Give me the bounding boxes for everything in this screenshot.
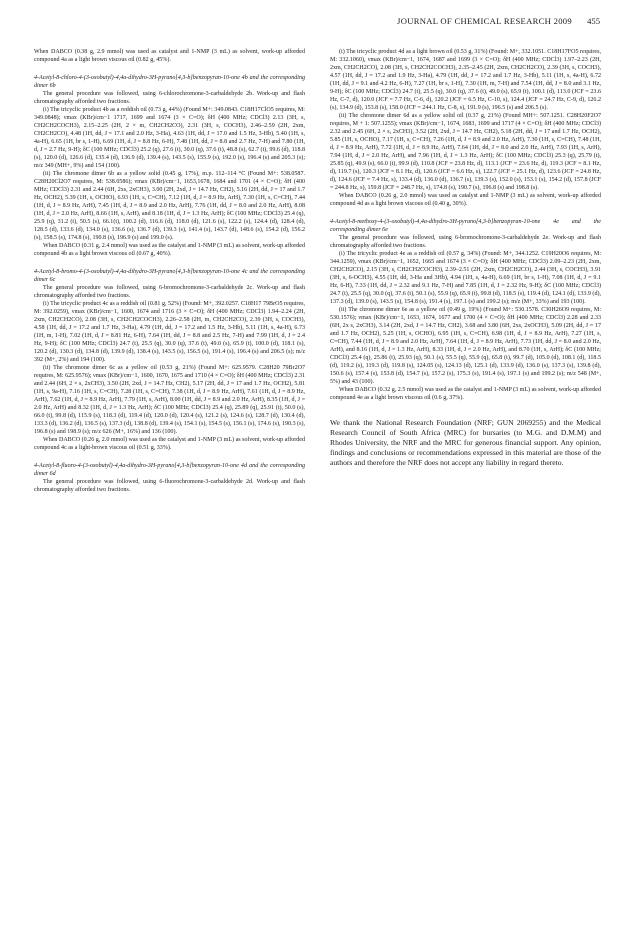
compound-heading: 4-Acetyl-8-methoxy-4-(3-oxobutyl)-4,4a-dihydro-3H-pyrano[4,3-b]benzopyran-10-one 4e and the corresponding dimer 6e [330, 219, 601, 233]
paragraph: (i) The tricyclic product 4c as a reddish oil (0.81 g, 52%) (Found: M+, 392.0257. C18H17 79BrO5 requires, M: 392.0259), νmax (KBr)/cm−1, 1600, 1674 and 1716 (3 × C=O); δH (400 MHz; CDCl3) 1.94–2.24 (2H, 2xm, CH2CH2CO), 2.08 (3H, s, CH2CH2COCH3), 2.26–2.58 (2H, m, CH2CH2CO), 2.39 (3H, s, COCH3), 4.58 (1H, dd, J = 17.2 and 1.7 Hz, 3-Ha), 4.79 (1H, dd, J = 17.2 and 1.5 Hz, 3-Hb), 5.11 (1H, s, 4a-H), 6.73 (1H, m, 1-H), 7.02 (1H, d, J = 8.81 Hz, 6-H), 7.64 (1H, dd, J = 8.8 and 2.5 Hz, 7-H) and 7.99 (1H, d, J = 2.4 Hz, 9-H); δC (100 MHz; CDCl3) 24.7 (t), 25.5 (q), 30.0 (q), 37.6 (t), 49.0 (s), 65.9 (t), 100.0 (d), 118.1 (s), 120.2 (d), 130.3 (d), 134.8 (d), 139.9 (d), 138.4 (s), 143.5 (s), 156.5 (s), 191.4 (s), 196.4 (s) and 206.5 (s); m/z 392 (M+, 2%) and 194 (100). [34, 301, 305, 363]
paragraph: When DABCO (0.26 g, 2.0 mmol) was used as the catalyst and 1-NMP (3 mL) as solvent, work-up afforded compound 4c as a light-brown viscous oil (0.51 g, 33%). [34, 437, 305, 451]
paragraph: The general procedure was followed, using 6-bromochromone-3-carbaldehyde 2c. Work-up and flash chromatography afforded two fractions. [34, 285, 305, 299]
compound-heading: 4-Acetyl-8-chloro-4-(3-oxobutyl)-4,4a-dihydro-3H-pyrano[4,3-b]benzopyran-10-one 4b and the corresponding dimer 6b [34, 75, 305, 89]
page-number: 455 [587, 16, 600, 26]
paragraph: When DABCO (0.32 g, 2.5 mmol) was used as the catalyst and 1-NMP (3 mL) as solvent, work-up afforded compound 4e as a light brown viscous oil (0.6 g, 37%). [330, 387, 601, 401]
paragraph: When DABCO (0.26 g, 2.0 mmol) was used as catalyst and 1-NMP (3 mL) as solvent, work-up afforded compound 4d as a light brown viscous oil (0.40 g, 30%). [330, 193, 601, 207]
paragraph: (i) The tricyclic product 4e as a reddish oil (0.57 g, 34%) (Found: M+, 344.1252. C19H20O6 requires, M: 344.1259), νmax (KBr)/cm−1, 1652, 1665 and 1674 (3 × C=O); δH (400 MHz; CDCl3) 2.09–2.23 (2H, 2xm, CH2CH2CO), 2.15 (3H, s, CH2CH2COCH3), 2.39–2.51 (2H, 2xm, CH2CH2CO), 2.44 (3H, s, COCH3), 3.91 (3H, s, 6-OCH3), 4.55 (1H, dd, 3-Ha and 3Hb), 4.94 (1H, s, 4a-H), 6.69 (1H, br s, 1-H), 7.08 (1H, d, J = 9.1 Hz, 6-H), 7.33 (1H, dd, J = 2.32 and 9.1 Hz, 7-H) and 7.85 (1H, d, J = 2.32 Hz, 9-H); δC (100 MHz; CDCl3) 24.7 (t), 25.5 (q), 30.0 (q), 37.6 (t), 50.1 (s), 55.9 (q), 65.9 (t), 99.8 (d), 118.5 (s), 119.4 (d), 124.1 (d), 133.9 (d), 137.3 (d), 139.0 (s), 143.5 (s), 154.8 (s), 191.4 (s), 197.1 (s) and 199.2 (s); m/z (M+, 33%) and 193 (100). [330, 251, 601, 305]
compound-heading: 4-Acetyl-8-fluoro-4-(3-oxobutyl)-4,4a-dihydro-3H-pyrano[4,3-b]benzopyran-10-one 4d and the corresponding dimer 6d [34, 463, 305, 477]
paragraph: The general procedure was followed, using 6-chlorochromone-3-carbaldehyde 2b. Work-up and flash chromatography afforded two fractions. [34, 91, 305, 105]
paragraph: The general procedure was followed, using 6-fluorochromone-3-carbaldehyde 2d. Work-up and flash chromatography afforded two fractions. [34, 479, 305, 493]
paragraph: (ii) The chromone dimer 6b as a yellow solid (0.45 g, 17%), m.p. 112–114 °C (Found M+: 538.0587. C28H20Cl2O7 requires, M: 538.0586); νmax (KBr)/cm−1, 1653,1678, 1684 and 1701 (4 × C=O); δH (400 MHz; CDCl3) 2.31 and 2.44 (6H, 2xs, 2xCH3), 3.00 (2H, 2xd, J = 14.7 Hz, CH2), 5.16 (2H, dd, J = 17 and 1.7 Hz, OCH2), 5.39 (1H, s, OCHO), 6.93 (1H, s, C=CH), 7.12 (1H, d, J = 8.9 Hz, ArH), 7.30 (1H, s, C=CH), 7.44 (1H, d, J = 8.9 Hz, ArH), 7.45 (1H, d, J = 8.9 and 2.0 Hz, ArH), 7.76 (1H, dd, J = 8.0 and 2.0 Hz, ArH), 8.08 (1H, d, J = 2.0 Hz, ArH), 8.66 (1H, s, ArH), and 8.18 (1H, d, J = 1.3 Hz, ArH); δC (100 MHz; CDCl3) 25.4 (q), 25.9 (q), 31.2 (t), 50.5 (s), 66.1(t), 100.2 (d), 116.6 (d), 118.0 (d), 121.6 (s), 122.2 (s), 124.4 (d), 128.4 (d), 128.5 (d), 133.6 (d), 134.0 (s), 136.6 (s), 136.7 (d), 139.3 (s), 141.4 (s), 143.7 (d), 148.6 (s), 154.2 (d), 156.2 (s), 158.5 (s), 174.8 (s), 190.8 (s), 196.9 (s) and 199.0 (s). [34, 171, 305, 241]
journal-title: JOURNAL OF CHEMICAL RESEARCH 2009 [397, 16, 572, 26]
paragraph: (ii) The chromone dimer 6d as a yellow solid oil (0.37 g, 21%) (Found MH+: 507.1251. C28H20F2O7 requires, M + 1: 507.1255); νmax (KBr)/cm−1, 1674, 1683, 1699 and 1717 (4 × C=O); δH (400 MHz; CDCl3) 2.32 and 2.45 (6H, 2 × s, 2xCH3), 3.52 (2H, 2xd, J = 14.7 Hz, CH2), 5.18 (2H, dd, J = 17 and 1.7 Hz, OCH2), 5.85 (1H, s, OCHO), 7.17 (1H, s, C=CH), 7.26 (1H, d, J = 8.9 and 2.0 Hz, ArH), 7.30 (1H, s, C=CH), 7.48 (1H, d, J = 8.9 Hz, ArH), 7.72 (1H, d, J = 8.9 Hz, ArH), 7.64 (1H, dd, J = 8.0 and 2.0 Hz, ArH), 7.93 (1H, s, ArH), 7.94 (1H, d, J = 2.0 Hz, ArH), and 7.96 (1H, d, J = 1.3 Hz, ArH); δC (100 MHz; CDCl3) 25.3 (q), 25.79 (t), 25.85 (q), 49.9 (s), 66.0 (t), 99.9 (d), 110.8 (JCF = 23.8 Hz, d), 113.1 (JCF = 23.6 Hz, d), 119.3 (JCF = 8.1 Hz, d), 119.7 (s), 120.3 (JCF = 8.1 Hz, d), 120.6 (JCF = 6.6 Hz, s), 122.7 (JCF = 25.1 Hz, d), 123.6 (JCF = 24.8 Hz, d), 124.6 (JCF = 7.4 Hz, s), 133.4 (d), 136.0 (d), 136.7 (s), 139.3 (s), 152.0 (s), 153.1 (s), 154.2 (d), 157.8 (JCF = 244.8 Hz, s), 159.8 (JCF = 248.7 Hz, s), 174.8 (s), 190.7 (s), 196.8 (s) and 198.8 (s). [330, 113, 601, 191]
paragraph: (i) The tricyclic product 4d as a light brown oil (0.53 g, 31%) (Found: M+, 332.1051. C18H17FO5 requires, M: 332.1060), νmax (KBr)/cm−1, 1674, 1687 and 1699 (3 × C=O); δH (400 MHz; CDCl3) 1.97–2.23 (2H, 2xm, CH2CH2CO), 2.08 (3H, s, CH2CH2COCH3), 2.35–2.45 (2H, 2xm, CH2CH2CO), 2.39 (3H, s, COCH3), 4.57 (1H, dd, J = 17.2 and 1.9 Hz, 3-Ha), 4.79 (1H, dd, J = 17.2 and 1.7 Hz, 3-Hb), 5.11 (1H, s, 4a-H), 6.72 (1H, dd, J = 9.1 and 4.2 Hz, 6-H), 7.27 (1H, br s, 1-H), 7.30 (1H, m, 7-H) and 7.54 (1H, dd, J = 8.0 and 3.1 Hz, 9-H); δC (100 MHz; CDCl3) 24.7 (t), 25.5 (q), 30.0 (q), 37.6 (t), 49.0 (s), 65.9 (t), 100.1 (d), 113.0 (JCF = 23.6 Hz, C-7, d), 120.0 (JCF = 7.7 Hz, C-6, d), 120.2 (JCF = 6.5 Hz, C-10, s), 124.4 (JCF = 24.7 Hz, C-9, d), 126.2 (s), 134.9 (d), 153.8 (s), 158.0 (JCF = 244.1 Hz, C-8, s), 191.9 (s), 196.5 (s) and 206.5 (s). [330, 49, 601, 111]
page-header [34, 16, 600, 32]
compound-heading: 4-Acetyl-8-bromo-4-(3-oxobutyl)-4,4a-dihydro-3H-pyrano[4,3-b]benzopyran-10-one 4c and the corresponding dimer 6c [34, 269, 305, 283]
paragraph: When DABCO (0.38 g, 2.9 mmol) was used as catalyst and 1-NMP (3 mL) as solvent, work-up afforded compound 4a as a light brown viscous oil (0.82 g, 45%). [34, 49, 305, 63]
paragraph: The general procedure was followed, using 6-bromochromone-3-carbaldehyde 2e. Work-up and flash chromatography afforded two fractions. [330, 235, 601, 249]
acknowledgement: We thank the National Research Foundation (NRF; GUN 2069255) and the Medical Research Council of South Africa (MRC) for bursaries (to M.G. and D.M.M) and Rhodes University, the NRF and the MRC for generous financial support. Any opinion, findings and conclusions or recommendations expressed in this material are those of the authors and therefore the NRF does not accept any liability in regard thereto. [330, 418, 601, 467]
paragraph: (i) The tricyclic product 4b as a reddish oil (0.73 g, 44%) (Found M+: 349.0843. C18H17ClO5 requires, M: 349.0848); νmax (KBr)/cm−1 1717, 1699 and 1674 (3 × C=O); δH (400 MHz; CDCl3) 2.13 (3H, s, CH2CH2COCH3), 2.15–2.25 (2H, 2 × m, CH2CH2CO), 2.31 (3H, s, COCH3), 2.46–2.59 (2H, 2xm, CH2CH2CO), 4.48 (1H, dd, J = 17.1 and 2.0 Hz, 3-Ha), 4.63 (1H, dd, J = 17.0 and 1.5 Hz, 3-Hb), 5.40 (1H, s, 4a-H), 6.65 (1H, br s, 1-H), 6.69 (1H, d, J = 8.8 Hz, 6-H), 7.48 (1H, dd, J = 8.8 and 2.7 Hz, 7-H) and 7.80 (1H, d, J = 2.7 Hz, 9-H); δC (100 MHz; CDCl3) 25.2 (q), 27.6 (t), 30.0 (q), 37.6 (t), 48.8 (s), 62.7 (t), 99.6 (d), 118.8 (s), 120.0 (d), 126.6 (d), 135.4 (d), 136.9 (d), 139.4 (s), 143.5 (s), 155.9 (s), 192.0 (s), 196.4 (s) and 205.3 (s); m/z 349 (MH+, 9%) and 154 (100). [34, 107, 305, 169]
right-column [330, 48, 601, 468]
paragraph: (ii) The chromone dimer 6e as a yellow oil (0.49 g, 19%) (Found M+: 530.1578. C30H26O9 requires, M: 530.1576); νmax (KBr)/cm−1, 1653, 1674, 1677 and 1700 (4 × C=O); δH (400 MHz; CDCl3) 2.28 and 2.33 (6H, 2x s, 2xCH3), 3.14 (2H, 2xd, J = 14.7 Hz, CH2), 3.68 and 3.80 (6H, 2xs, 2xOCH3), 5.09 (2H, dd, J = 17 and 1.7 Hz, OCH2), 5.25 (1H, s, OCHO), 6.95 (1H, s, C=CH), 6.98 (1H, d, J = 8.9 Hz, ArH), 7.27 (1H, s, C=CH), 7.44 (1H, d, J = 8.9 and 2.0 Hz, ArH), 7.64 (1H, d, J = 8.9 Hz, ArH), 7.73 (1H, dd, J = 8.0 and 2.0 Hz, ArH), and 8.16 (1H, d, J = 1.3 Hz, ArH), 8.33 (1H, d, J = 2.0 Hz, ArH), and 8.70 (1H, s, ArH); δC (100 MHz; CDCl3) 25.4 (q), 25.86 (t), 25.93 (q), 50.1 (s), 55.5 (q), 55.9 (q), 65.8 (t), 99.7 (d), 105.0 (d), 108.1 (d), 118.5 (d), 119.2 (s), 119.3 (d), 119.8 (s), 124.05 (s), 124.13 (d), 125.1 (d), 133.9 (d), 136.0 (s), 137.3 (s), 139.8 (d), 150.6 (s), 157.4 (s), 153.8 (d), 154.7 (s), 157.2 (s), 175.3 (s), 191.4 (s), 197.1 (s) and 199.2 (s); m/z 548 (M+, 5%) and 43 (100). [330, 307, 601, 385]
left-column [34, 48, 305, 494]
paragraph: (ii) The chromone dimer 6c as a yellow oil (0.53 g, 21%) (Found M+: 625.9579. C28H20 79Br2O7 requires, M: 625.9576); νmax (KBr)/cm−1, 1600, 1670, 1675 and 1710 (4 × C=O); δH (400 MHz; CDCl3) 2.31 and 2.44 (6H, 2 × s, 2xCH3), 3.50 (2H, 2xd, J = 14.7 Hz, CH2), 5.17 (2H, dd, J = 17 and 1.7 Hz, OCH2), 5.81 (1H, s, 9a-H), 7.16 (1H, s, C=CH), 7.28 (1H, s, C=CH), 7.38 (1H, d, J = 8.9 Hz, ArH), 7.61 (1H, d, J = 8.9 Hz, ArH), 7.62 (1H, d, J = 8.9 Hz, ArH), 7.79 (1H, s, ArH), 8.00 (1H, dd, J = 8.9 and 2.0 Hz, ArH), 8.35 (1H, d, J = 2.0 Hz, ArH) and 8.32 (1H, d, J = 1.3 Hz, ArH); δC (100 MHz; CDCl3) 25.4 (q), 25.89 (q), 25.91 (t), 50.0 (s), 66.0 (t), 99.8 (d), 115.9 (s), 118.3 (d), 119.4 (d), 120.0 (d), 120.4 (s), 121.2 (s), 124.6 (s), 128.7 (d), 130.4 (d), 133.3 (d), 136.2 (d), 136.5 (s), 137.3 (d), 138.8 (d), 139.4 (s), 154.1 (s), 154.5 (s), 156.1 (s), 174.6 (s), 190.3 (s), 196.8 (s) and 198.9 (s); m/z 626 (M+, 16%) and 136 (100). [34, 365, 305, 435]
paragraph: When DABCO (0.31 g, 2.4 mmol) was used as the catalyst and 1-NMP (3 mL) as solvent, work-up afforded compound 4b as a light brown viscous oil (0.67 g, 40%). [34, 243, 305, 257]
